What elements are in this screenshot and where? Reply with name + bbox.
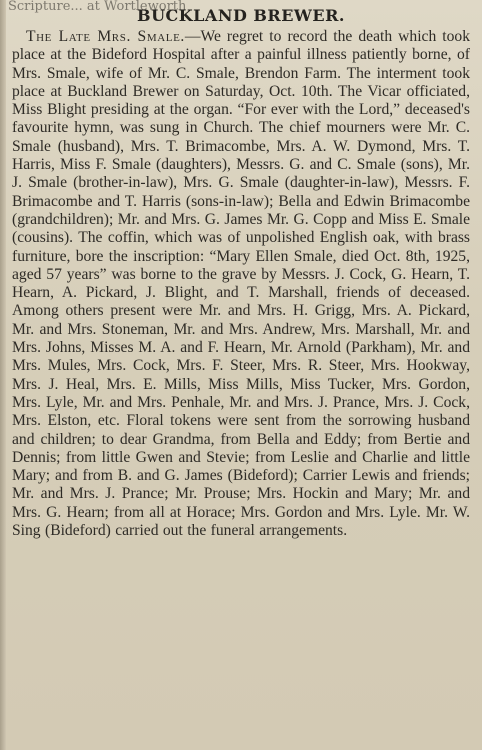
previous-article-fragment: Scripture... at Wortleworth [8,0,187,14]
article-headline: BUCKLAND BREWER. [137,6,345,25]
article-text: —We regret to record the death which took place at the Bideford Hospital after a painful illness patiently borne, of Mrs. Smale, wife of Mr. C. Smale, Brendon Farm. The interment took place at Buckland Brewer on Saturday, Oct. 10th. The Vicar officiated, Miss Blight presiding at the organ. “For ever with the Lord,” deceased's favourite hymn, was sung in Church. The chief mourners were Mr. C. Smale (husband), Mrs. T. Brimacombe, Mrs. A. W. Dymond, Mrs. T. Harris, Miss F. Smale (daughters), Messrs. G. and C. Smale (sons), Mr. J. Smale (brother-in-law), Mrs. G. Smale (daughter-in-law), Messrs. F. Brimacombe and T. Harris (sons-in-law); Bella and Edwin Brimacombe (grandchildren); Mr. and Mrs. G. James Mr. G. Copp and Miss E. Smale (cousins). The coffin, which was of unpolished English oak, with brass furniture, bore the inscription: “Mary Ellen Smale, died Oct. 8th, 1925, aged 57 years” was borne to the grave by Messrs. J. Cock, G. Hearn, T. Hearn, A. Pickard, J. Blight, and T. Marshall, friends of deceased. Among others present were Mr. and Mrs. H. Grigg, Mrs. A. Pickard, Mr. and Mrs. Stoneman, Mr. and Mrs. Andrew, Mrs. Marshall, Mr. and Mrs. Johns, Misses M. A. and F. Hearn, Mr. Arnold (Parkham), Mr. and Mrs. Mules, Mrs. Cock, Mrs. F. Steer, Mrs. R. Steer, Mrs. Hookway, Mrs. J. Heal, Mrs. E. Mills, Miss Mills, Miss Tucker, Mrs. Gordon, Mrs. Lyle, Mr. and Mrs. Penhale, Mr. and Mrs. J. Prance, Mrs. J. Cock, Mrs. Elston, etc. Floral tokens were sent from the sorrowing husband and children; to dear Grandma, from Bella and Eddy; from Bertie and Dennis; from little Gwen and Stevie; from Leslie and Charlie and little Mary; and from B. and G. James (Bideford); Carrier Lewis and friends; Mr. and Mrs. J. Prance; Mr. Prouse; Mrs. Hockin and Mary; Mr. and Mrs. G. Hearn; from all at Horace; Mrs. Gordon and Mrs. Lyle. Mr. W. Sing (Bideford) carried out the funeral arrangements. [12,28,471,540]
article-body [12,28,470,540]
article-lead: The Late Mrs. Smale. [26,28,185,45]
page-edge-shadow [0,0,6,750]
